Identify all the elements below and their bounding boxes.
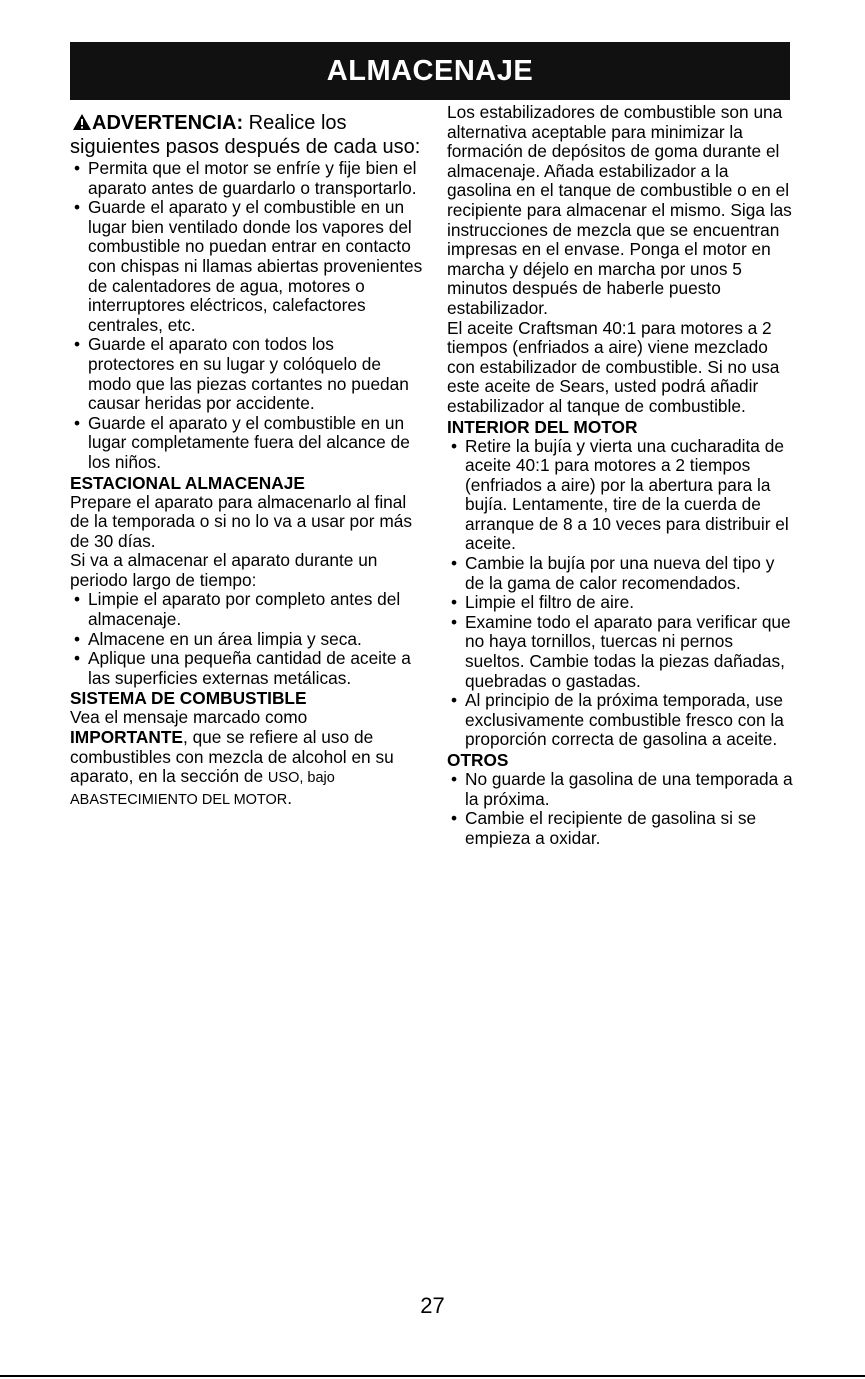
list-item: • Guarde el aparato y el combustible en un lugar completamente fuera del alcance de los niños. <box>70 414 425 473</box>
others-heading: OTROS <box>447 750 509 770</box>
section-reference: USO, bajo ABASTECIMIENTO DEL MOTOR <box>70 770 335 808</box>
fuel-text-c: . <box>287 787 293 808</box>
stabilizer-paragraph: Los estabilizadores de combustible son una alternativa aceptable para minimizar la formación de depósitos de goma durante el almacenaje. Añada estabilizador a la gasolina en el tanque de combustible o en el recipiente para almacenar el mismo. Siga las instrucciones de mezcla que se encuentran impresas en el envase. Ponga el motor en marcha y déjelo en marcha por unos 5 minutos después de haberle puesto estabilizador. <box>447 102 792 318</box>
craftsman-oil-paragraph: El aceite Craftsman 40:1 para motores a 2 tiempos (enfriados a aire) viene mezclado con estabilizador de combustible. Si no usa este aceite de Sears, usted podrá añadir estabilizador al tanque de combustible. <box>447 317 780 416</box>
list-item: • Limpie el aparato por completo antes del almacenaje. <box>70 590 425 629</box>
list-item: • Examine todo el aparato para verificar que no haya tornillos, tuercas ni pernos sueltos. Cambie todas la piezas dañadas, quebradas o gastadas. <box>447 613 797 691</box>
list-item: • Retire la bujía y vierta una cucharadita de aceite 40:1 para motores a 2 tiempos (enfriados a aire) por la abertura para la bujía. Lentamente, tire de la cuerda de arranque de 8 a 10 veces para distribuir el aceite. <box>447 437 797 555</box>
list-item: • Guarde el aparato con todos los protectores en su lugar y colóquelo de modo que las piezas cortantes no puedan causar heridas por accidente. <box>70 335 425 413</box>
warning-label: ADVERTENCIA: <box>92 112 244 134</box>
fuel-system-heading: SISTEMA DE COMBUSTIBLE <box>70 688 307 709</box>
warning-list <box>70 159 425 473</box>
fuel-text-a: Vea el mensaje marcado como <box>70 707 308 728</box>
seasonal-list <box>70 590 425 688</box>
fuel-text-b: , que se refiere al uso de combustibles con mezcla de alcohol en su aparato, en la sección de <box>70 727 394 787</box>
left-column <box>70 103 425 810</box>
others-list <box>447 770 797 848</box>
list-item: • Cambie el recipiente de gasolina si se empieza a oxidar. <box>447 809 797 848</box>
warning-intro: Realice los siguientes pasos después de cada uso: <box>70 112 421 158</box>
list-item: • Guarde el aparato y el combustible en un lugar bien ventilado donde los vapores del combustible no puedan entrar en contacto con chispas ni llamas abiertas provenientes de calentadores de agua, motores o interruptores eléctricos, calefactores centrales, etc. <box>70 198 425 335</box>
engine-interior-list <box>447 437 797 751</box>
list-item: • Almacene en un área limpia y seca. <box>70 630 425 650</box>
seasonal-para-1: Prepare el aparato para almacenarlo al final de la temporada o si no lo va a usar por más de 30 días. <box>70 491 412 551</box>
page-number: 27 <box>420 1293 445 1318</box>
list-item: • Cambie la bujía por una nueva del tipo y de la gama de calor recomendados. <box>447 554 797 593</box>
warning-triangle-icon <box>72 113 92 131</box>
fuel-system-paragraph <box>70 708 425 810</box>
list-item: • Al principio de la próxima temporada, use exclusivamente combustible fresco con la proporción correcta de gasolina a aceite. <box>447 691 797 750</box>
seasonal-heading: ESTACIONAL ALMACENAJE <box>70 472 305 493</box>
important-label: IMPORTANTE <box>70 727 183 748</box>
section-title: ALMACENAJE <box>326 54 534 87</box>
seasonal-para-2: Si va a almacenar el aparato durante un periodo largo de tiempo: <box>70 550 378 590</box>
bottom-divider <box>0 1375 865 1377</box>
list-item: • Permita que el motor se enfríe y fije bien el aparato antes de guardarlo o transportarlo. <box>70 159 425 198</box>
warning-paragraph <box>70 111 425 159</box>
right-column <box>447 103 797 848</box>
section-title-bar <box>70 42 790 100</box>
list-item: • No guarde la gasolina de una temporada a la próxima. <box>447 770 797 809</box>
list-item: • Aplique una pequeña cantidad de aceite a las superficies externas metálicas. <box>70 649 425 688</box>
engine-interior-heading: INTERIOR DEL MOTOR <box>447 416 638 437</box>
list-item: • Limpie el filtro de aire. <box>447 593 797 613</box>
